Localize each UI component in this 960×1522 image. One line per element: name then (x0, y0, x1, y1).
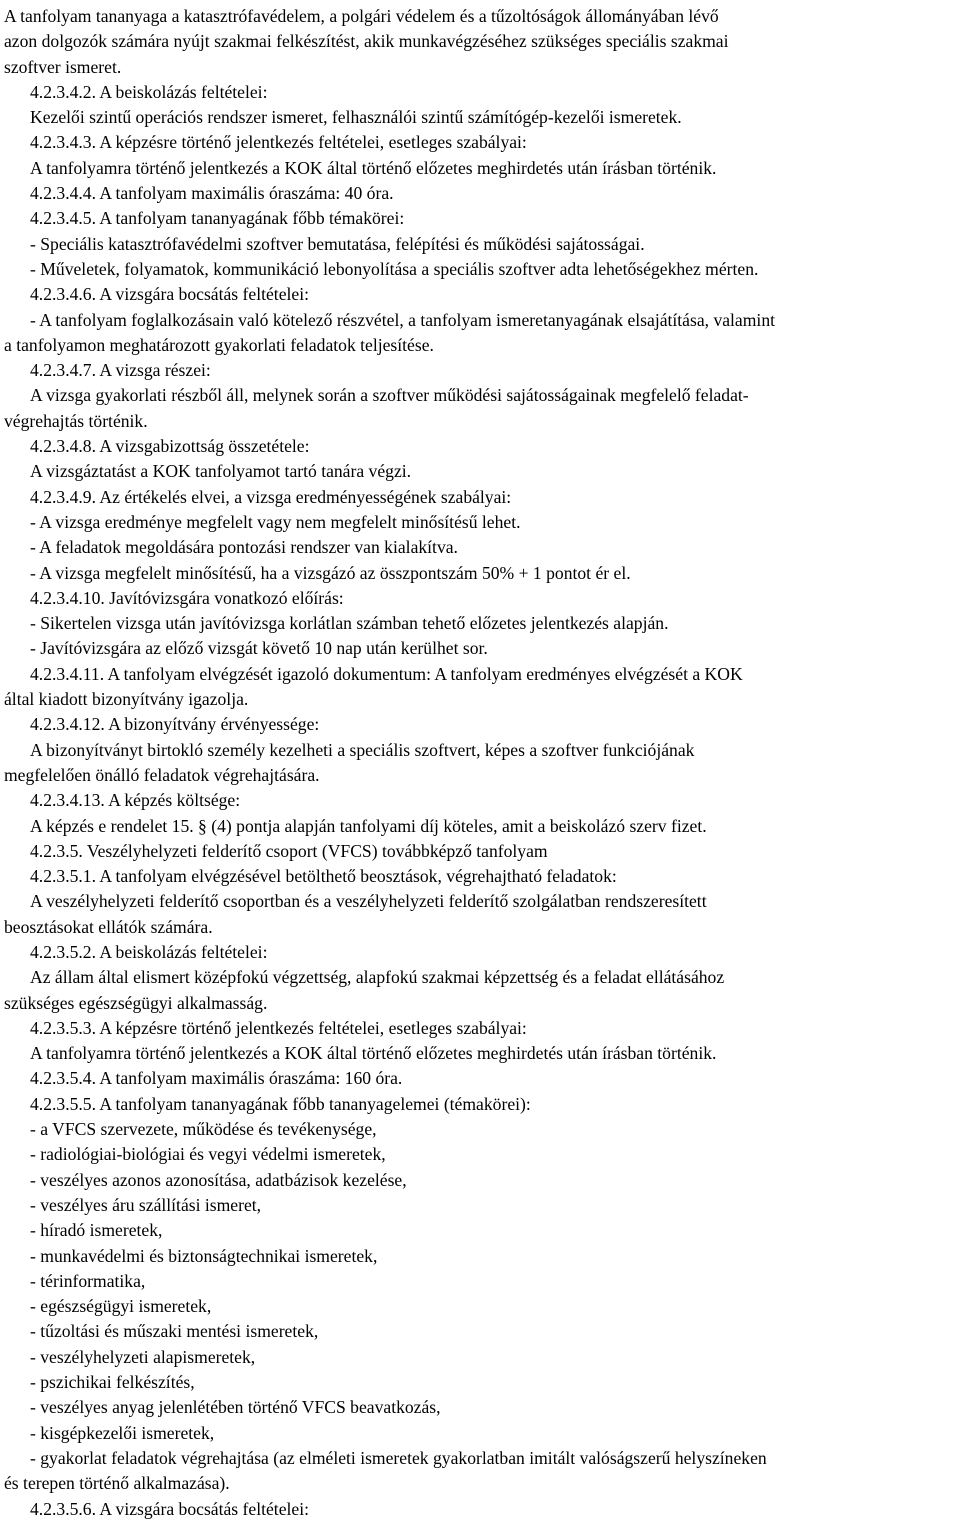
text-line: - Műveletek, folyamatok, kommunikáció lebonyolítása a speciális szoftver adta lehetőségekhez mérten. (30, 258, 759, 279)
text-line: - kisgépkezelői ismeretek, (30, 1422, 215, 1443)
text-line: - veszélyes anyag jelenlétében történő VFCS beavatkozás, (30, 1397, 441, 1418)
text-line: Az állam által elismert középfokú végzettség, alapfokú szakmai képzettség és a feladat ellátásához (30, 967, 725, 988)
text-line: - munkavédelmi és biztonságtechnikai ismeretek, (30, 1245, 378, 1266)
text-line: szükséges egészségügyi alkalmasság. (4, 992, 268, 1013)
text-line: beosztásokat ellátók számára. (4, 916, 213, 937)
text-line: A tanfolyamra történő jelentkezés a KOK által történő előzetes meghirdetés után írásban történik. (30, 157, 717, 178)
text-line: Kezelői szintű operációs rendszer ismeret, felhasználói szintű számítógép-kezelői ismeretek. (30, 107, 682, 128)
text-line: - Javítóvizsgára az előző vizsgát követő 10 nap után kerülhet sor. (30, 638, 488, 659)
text-line: - térinformatika, (30, 1270, 146, 1291)
text-line: A tanfolyamra történő jelentkezés a KOK által történő előzetes meghirdetés után írásban történik. (30, 1043, 717, 1064)
text-line: 4.2.3.4.5. A tanfolyam tananyagának főbb témakörei: (30, 208, 405, 229)
text-line: 4.2.3.4.13. A képzés költsége: (30, 790, 241, 811)
text-line: - híradó ismeretek, (30, 1220, 163, 1241)
text-line: - A vizsga eredménye megfelelt vagy nem megfelelt minősítésű lehet. (30, 511, 521, 532)
text-line: - Sikertelen vizsga után javítóvizsga korlátlan számban tehető előzetes jelentkezés alapján. (30, 613, 669, 634)
text-line: 4.2.3.4.2. A beiskolázás feltételei: (30, 81, 268, 102)
text-line: 4.2.3.4.10. Javítóvizsgára vonatkozó előírás: (30, 587, 344, 608)
text-line: 4.2.3.4.11. A tanfolyam elvégzését igazoló dokumentum: A tanfolyam eredményes elvégzését a KOK (30, 663, 743, 684)
text-line: 4.2.3.5.6. A vizsgára bocsátás feltételei: (30, 1498, 309, 1519)
text-line: - Speciális katasztrófavédelmi szoftver bemutatása, felépítési és működési sajátosságai. (30, 233, 645, 254)
text-line: - radiológiai-biológiai és vegyi védelmi ismeretek, (30, 1144, 386, 1165)
text-line: 4.2.3.4.4. A tanfolyam maximális óraszáma: 40 óra. (30, 183, 394, 204)
text-line: 4.2.3.4.6. A vizsgára bocsátás feltételei: (30, 284, 309, 305)
text-line: A képzés e rendelet 15. § (4) pontja alapján tanfolyami díj köteles, amit a beiskolázó szerv fizet. (30, 815, 707, 836)
text-line: 4.2.3.4.8. A vizsgabizottság összetétele: (30, 436, 310, 457)
text-line: és terepen történő alkalmazása). (4, 1473, 230, 1494)
text-line: - pszichikai felkészítés, (30, 1372, 195, 1393)
text-line: 4.2.3.4.9. Az értékelés elvei, a vizsga eredményességének szabályai: (30, 486, 512, 507)
text-line: A vizsgáztatást a KOK tanfolyamot tartó tanára végzi. (30, 461, 412, 482)
text-line: által kiadott bizonyítvány igazolja. (4, 689, 249, 710)
text-line: A bizonyítványt birtokló személy kezelheti a speciális szoftvert, képes a szoftver funkciójának (30, 739, 695, 760)
text-line: 4.2.3.5.4. A tanfolyam maximális óraszáma: 160 óra. (30, 1068, 403, 1089)
text-line: 4.2.3.5.3. A képzésre történő jelentkezés feltételei, esetleges szabályai: (30, 1017, 527, 1038)
text-line: - tűzoltási és műszaki mentési ismeretek, (30, 1321, 319, 1342)
text-line: A vizsga gyakorlati részből áll, melynek során a szoftver működési sajátosságainak megfelelő feladat- (30, 385, 749, 406)
text-line: 4.2.3.5.1. A tanfolyam elvégzésével betölthető beosztások, végrehajtható feladatok: (30, 866, 617, 887)
text-line: - gyakorlat feladatok végrehajtása (az elméleti ismeretek gyakorlatban imitált valóságszerű helyszíneken (30, 1447, 767, 1468)
text-line: 4.2.3.4.7. A vizsga részei: (30, 360, 211, 381)
text-line: - veszélyes azonos azonosítása, adatbázisok kezelése, (30, 1169, 407, 1190)
text-line: 4.2.3.5.2. A beiskolázás feltételei: (30, 941, 268, 962)
text-line: 4.2.3.4.3. A képzésre történő jelentkezés feltételei, esetleges szabályai: (30, 132, 527, 153)
text-line: - A vizsga megfelelt minősítésű, ha a vizsgázó az összpontszám 50% + 1 pontot ér el. (30, 562, 631, 583)
text-line: A veszélyhelyzeti felderítő csoportban és a veszélyhelyzeti felderítő szolgálatban rendszeresített (30, 891, 707, 912)
text-line: végrehajtás történik. (4, 410, 148, 431)
text-line: - a VFCS szervezete, működése és tevékenysége, (30, 1119, 377, 1140)
text-line: - veszélyes áru szállítási ismeret, (30, 1194, 262, 1215)
text-line: - A tanfolyam foglalkozásain való kötelező részvétel, a tanfolyam ismeretanyagának elsajátítása, valamint (30, 309, 776, 330)
text-line: 4.2.3.5.5. A tanfolyam tananyagának főbb tananyagelemei (témakörei): (30, 1093, 531, 1114)
text-line: - egészségügyi ismeretek, (30, 1296, 212, 1317)
text-line: a tanfolyamon meghatározott gyakorlati feladatok teljesítése. (4, 334, 434, 355)
text-line: szoftver ismeret. (4, 56, 122, 77)
text-line: azon dolgozók számára nyújt szakmai felkészítést, akik munkavégzéséhez szükséges speciális szakmai (4, 31, 729, 52)
text-line: 4.2.3.5. Veszélyhelyzeti felderítő csoport (VFCS) továbbképző tanfolyam (30, 840, 548, 861)
text-line: - veszélyhelyzeti alapismeretek, (30, 1346, 256, 1367)
text-line: megfelelően önálló feladatok végrehajtására. (4, 764, 320, 785)
text-line: - A feladatok megoldására pontozási rendszer van kialakítva. (30, 537, 458, 558)
text-line: 4.2.3.4.12. A bizonyítvány érvényessége: (30, 714, 320, 735)
text-line: A tanfolyam tananyaga a katasztrófavédelem, a polgári védelem és a tűzoltóságok állományában lévő (4, 6, 719, 26)
